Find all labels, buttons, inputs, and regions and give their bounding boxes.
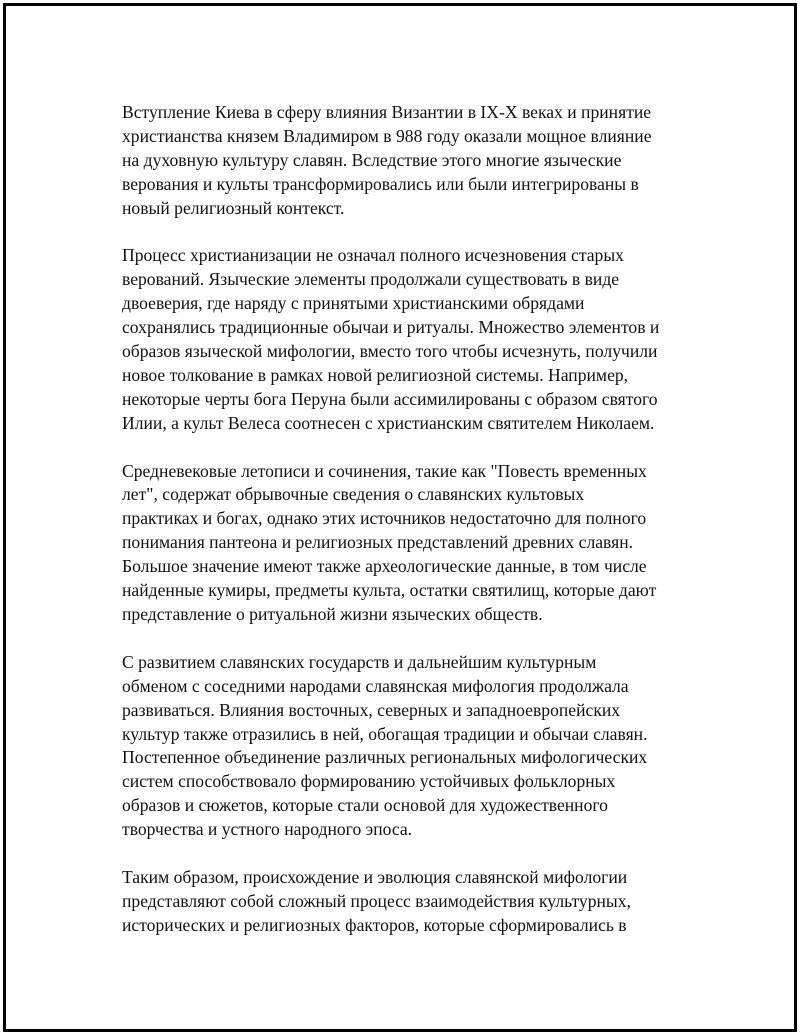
text-line: Средневековые летописи и сочинения, такие как "Повесть временных: [122, 460, 647, 481]
text-line: Большое значение имеют также археологические данные, в том числе: [122, 556, 647, 577]
text-line: найденные кумиры, предметы культа, остатки святилищ, которые дают: [122, 580, 657, 601]
text-line: верований. Языческие элементы продолжали существовать в виде: [122, 269, 620, 290]
paragraph-1: [122, 101, 692, 221]
text-line: творчества и устного народного эпоса.: [122, 819, 413, 840]
text-line: верования и культы трансформировались или были интегрированы в: [122, 173, 639, 194]
text-line: развиваться. Влияния восточных, северных и западноевропейских: [122, 699, 621, 720]
text-line: христианства князем Владимиром в 988 году оказали мощное влияние: [122, 125, 652, 146]
text-line: Вступление Киева в сферу влияния Византии в IX-X веках и принятие: [122, 102, 652, 122]
document-body: [122, 101, 692, 962]
text-line: Илии, а культ Велеса соотнесен с христианским святителем Николаем.: [122, 412, 655, 433]
text-line: понимания пантеона и религиозных представлений древних славян.: [122, 532, 634, 553]
text-line: образов и сюжетов, которые стали основой для художественного: [122, 795, 608, 816]
paragraph-2: [122, 244, 692, 435]
text-line: представляют собой сложный процесс взаимодействия культурных,: [122, 890, 631, 911]
text-line: Постепенное объединение различных региональных мифологических: [122, 747, 648, 768]
text-line: Таким образом, происхождение и эволюция славянской мифологии: [122, 866, 628, 887]
text-line: новое толкование в рамках новой религиозной системы. Например,: [122, 364, 629, 385]
text-line: двоеверия, где наряду с принятыми христианскими обрядами: [122, 293, 585, 314]
text-line: некоторые черты бога Перуна были ассимилированы с образом святого: [122, 388, 658, 409]
text-line: представление о ритуальной жизни языческих обществ.: [122, 604, 543, 624]
text-line: исторических и религиозных факторов, которые сформировались в: [122, 914, 627, 935]
paragraph-4: [122, 651, 692, 842]
text-line: С развитием славянских государств и дальнейшим культурным: [122, 651, 597, 672]
text-line: систем способствовало формированию устойчивых фольклорных: [122, 771, 616, 792]
text-line: практиках и богах, однако этих источников недостаточно для полного: [122, 508, 647, 529]
paragraph-5: [122, 866, 692, 938]
text-line: сохранялись традиционные обычаи и ритуалы. Множество элементов и: [122, 317, 660, 338]
paragraph-3: [122, 460, 692, 627]
text-line: образов языческой мифологии, вместо того чтобы исчезнуть, получили: [122, 341, 658, 362]
text-line: культур также отразились в ней, обогащая традиции и обычаи славян.: [122, 723, 648, 744]
text-line: лет", содержат обрывочные сведения о славянских культовых: [122, 484, 585, 505]
text-line: новый религиозный контекст.: [122, 197, 345, 218]
text-line: обменом с соседними народами славянская мифология продолжала: [122, 675, 629, 696]
text-line: Процесс христианизации не означал полного исчезновения старых: [122, 245, 624, 266]
page-frame: [3, 3, 797, 1032]
text-line: на духовную культуру славян. Вследствие этого многие языческие: [122, 149, 622, 170]
